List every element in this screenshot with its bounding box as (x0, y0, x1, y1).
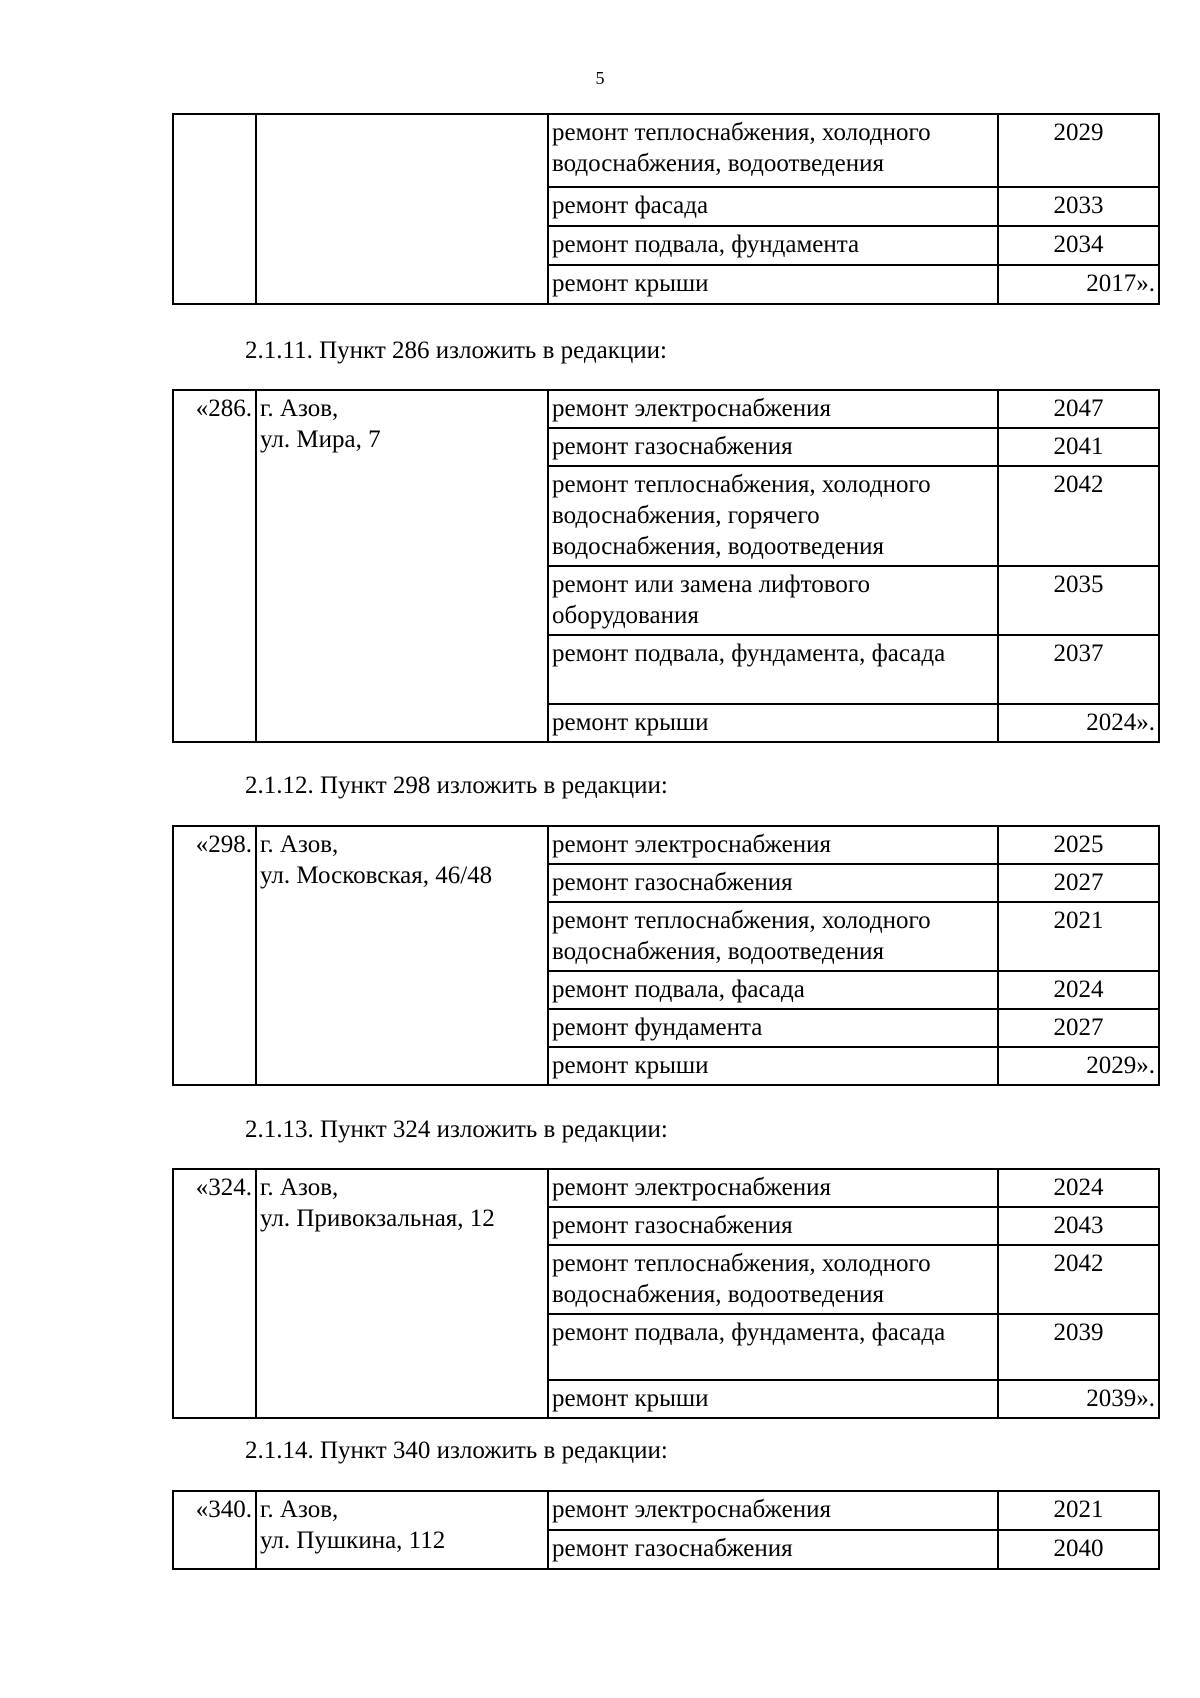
work-cell: ремонт теплоснабжения, холодного водоснабжения, водоотведения (548, 1245, 998, 1314)
work-cell: ремонт электроснабжения (548, 390, 998, 428)
item-table-286 (172, 389, 1160, 743)
work-cell: ремонт газоснабжения (548, 1530, 998, 1569)
year-cell: 2024 (998, 1169, 1159, 1207)
work-cell: ремонт теплоснабжения, холодного водоснабжения, горячего водоснабжения, водоотведения (548, 466, 998, 566)
section-heading: 2.1.12. Пункт 298 изложить в редакции: (245, 772, 668, 799)
table-row (173, 114, 1159, 187)
continuation-table (172, 113, 1160, 305)
table-row (173, 826, 1159, 864)
year-cell: 2043 (998, 1207, 1159, 1245)
year-cell: 2021 (998, 1491, 1159, 1530)
work-cell: ремонт теплоснабжения, холодного водоснабжения, водоотведения (548, 114, 998, 187)
address-street: ул. Московская, 46/48 (260, 862, 493, 889)
year-cell: 2027 (998, 864, 1159, 902)
item-number: «298. (173, 826, 256, 1085)
address-cell (256, 1169, 548, 1418)
address-cell (256, 826, 548, 1085)
work-cell: ремонт крыши (548, 704, 998, 742)
address-city: г. Азов, (260, 1496, 339, 1523)
work-cell: ремонт теплоснабжения, холодного водоснабжения, водоотведения (548, 902, 998, 971)
item-table-298 (172, 825, 1160, 1086)
address-street: ул. Привокзальная, 12 (260, 1205, 495, 1232)
item-number: «324. (173, 1169, 256, 1418)
table-row (173, 1169, 1159, 1207)
item-number: «286. (173, 390, 256, 742)
work-cell: ремонт подвала, фасада (548, 971, 998, 1009)
year-cell: 2042 (998, 1245, 1159, 1314)
section-heading: 2.1.13. Пункт 324 изложить в редакции: (245, 1116, 668, 1143)
address-cell (256, 114, 548, 304)
address-cell (256, 390, 548, 742)
item-table-340 (172, 1490, 1160, 1570)
year-cell: 2039 (998, 1314, 1159, 1380)
work-cell: ремонт крыши (548, 265, 998, 304)
item-number: «340. (173, 1491, 256, 1569)
section-heading: 2.1.14. Пункт 340 изложить в редакции: (245, 1437, 668, 1464)
year-cell: 2017». (998, 265, 1159, 304)
table-row (173, 1491, 1159, 1530)
page-number: 5 (595, 68, 605, 88)
address-city: г. Азов, (260, 831, 339, 858)
year-cell: 2042 (998, 466, 1159, 566)
year-cell: 2039». (998, 1380, 1159, 1418)
work-cell: ремонт электроснабжения (548, 826, 998, 864)
address-cell (256, 1491, 548, 1569)
year-cell: 2034 (998, 226, 1159, 265)
work-cell: ремонт газоснабжения (548, 864, 998, 902)
year-cell: 2037 (998, 635, 1159, 704)
work-cell: ремонт подвала, фундамента, фасада (548, 1314, 998, 1380)
section-heading: 2.1.11. Пункт 286 изложить в редакции: (245, 337, 667, 364)
year-cell: 2033 (998, 187, 1159, 226)
year-cell: 2027 (998, 1009, 1159, 1047)
table-row (173, 390, 1159, 428)
address-city: г. Азов, (260, 395, 339, 422)
work-cell: ремонт подвала, фундамента (548, 226, 998, 265)
work-cell: ремонт или замена лифтового оборудования (548, 566, 998, 635)
work-cell: ремонт электроснабжения (548, 1169, 998, 1207)
work-cell: ремонт крыши (548, 1047, 998, 1085)
work-cell: ремонт фасада (548, 187, 998, 226)
address-street: ул. Пушкина, 112 (260, 1527, 446, 1554)
year-cell: 2025 (998, 826, 1159, 864)
year-cell: 2047 (998, 390, 1159, 428)
year-cell: 2041 (998, 428, 1159, 466)
address-city: г. Азов, (260, 1174, 339, 1201)
work-cell: ремонт электроснабжения (548, 1491, 998, 1530)
item-number-cell (173, 114, 256, 304)
year-cell: 2035 (998, 566, 1159, 635)
year-cell: 2024 (998, 971, 1159, 1009)
year-cell: 2024». (998, 704, 1159, 742)
address-street: ул. Мира, 7 (260, 426, 381, 453)
work-cell: ремонт газоснабжения (548, 428, 998, 466)
work-cell: ремонт подвала, фундамента, фасада (548, 635, 998, 704)
work-cell: ремонт крыши (548, 1380, 998, 1418)
year-cell: 2021 (998, 902, 1159, 971)
year-cell: 2040 (998, 1530, 1159, 1569)
work-cell: ремонт газоснабжения (548, 1207, 998, 1245)
work-cell: ремонт фундамента (548, 1009, 998, 1047)
year-cell: 2029». (998, 1047, 1159, 1085)
year-cell: 2029 (998, 114, 1159, 187)
item-table-324 (172, 1168, 1160, 1419)
